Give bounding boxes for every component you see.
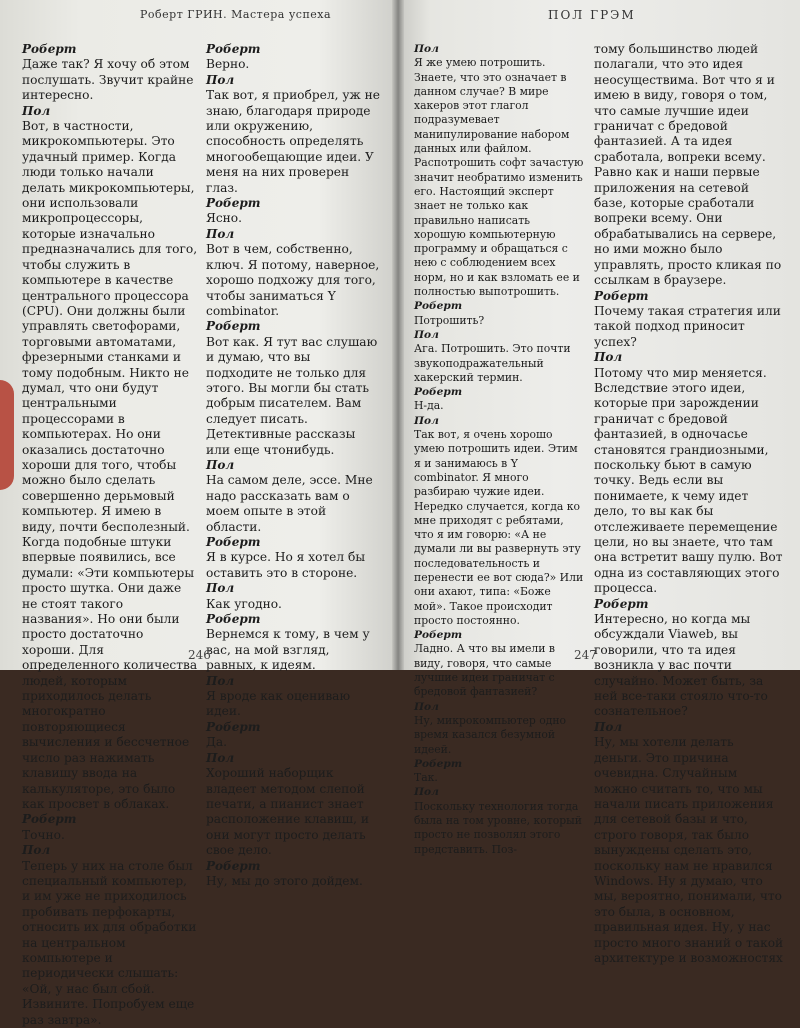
- dialogue-text: Ладно. А что вы имели в виду, говоря, что самые лучшие идеи граничат с бредовой фантазией?: [414, 642, 555, 699]
- dialogue-text: Да.: [206, 735, 228, 750]
- dialogue-text: тому большинство людей полагали, что это идея неосуществима. Вот что я и имею в виду, говоря о том, что самые лучшие идеи граничат с бредовой фантазией. А та идея сработала, вопреки всему. Равно как и наши первые приложения на сетевой базе, которые сработали вопреки всему. Они обрабатывались на сервере, но ими можно было управлять, просто кликая по ссылкам в браузере.: [594, 42, 782, 288]
- speaker-label: Пол: [414, 328, 439, 341]
- speaker-label: Роберт: [414, 300, 463, 313]
- speaker-label: Роберт: [206, 719, 261, 734]
- speaker-label: Пол: [22, 103, 51, 118]
- dialogue-text: Так вот, я приобрел, уж не знаю, благодаря природе или окружению, способность определять многообещающие идеи. У меня на них проверен глаз.: [206, 88, 380, 195]
- dialogue-text: Ага. Потрошить. Это почти звукоподражательный хакерский термин.: [414, 342, 571, 384]
- speaker-label: Роберт: [206, 42, 261, 56]
- dialogue-text: Вот в чем, собственно, ключ. Я потому, наверное, хорошо подхожу для того, чтобы заниматься Y combinator.: [206, 242, 380, 318]
- speaker-label: Пол: [206, 673, 235, 688]
- speaker-label: Роберт: [206, 858, 261, 873]
- dialogue-text: Так вот, я очень хорошо умею потрошить идеи. Этим я и занимаюсь в Y combinator. Я много разбираю чужие идеи. Нередко случается, когда ко мне приходят с ребятами, что я им говорю: «А не думали ли вы развернуть эту последовательность и перенести ее вот сюда?» Или они ахают, типа: «Боже мой». Такое происходит просто постоянно.: [414, 428, 584, 627]
- right-running-head: ПОЛ ГРЭМ: [548, 8, 636, 22]
- dialogue-text: Поскольку технология тогда была на том уровне, который просто не позволял этого представить. Поз-: [414, 799, 582, 856]
- dialogue-text: Верно.: [206, 57, 250, 72]
- speaker-label: Пол: [414, 43, 439, 55]
- speaker-label: Пол: [594, 350, 623, 365]
- dialogue-text: Потрошить?: [414, 313, 485, 327]
- speaker-label: Пол: [206, 457, 235, 472]
- speaker-label: Роберт: [414, 757, 463, 770]
- dialogue-text: Даже так? Я хочу об этом послушать. Звучит крайне интересно.: [22, 57, 194, 103]
- left-column-1: [22, 42, 198, 1028]
- speaker-label: Роберт: [594, 596, 649, 611]
- speaker-label: Роберт: [414, 386, 463, 399]
- dialogue-text: Вот как. Я тут вас слушаю и думаю, что вы подходите не только для этого. Вы могли бы стать добрым писателем. Вам следует писать. Детективные рассказы или еще чтонибудь.: [206, 334, 378, 457]
- left-page: [0, 0, 398, 1027]
- dialogue-text: Вернемся к тому, в чем у вас, на мой взгляд, равных, к идеям.: [206, 627, 370, 673]
- dialogue-text: На самом деле, эссе. Мне надо рассказать вам о моем опыте в этой области.: [206, 473, 373, 534]
- dialogue-text: Я в курсе. Но я хотел бы оставить это в стороне.: [206, 550, 366, 580]
- dialogue-text: Теперь у них на столе был специальный компьютер, и им уже не приходилось пробивать перфокарты, относить их для обработки на центральном компьютере и периодически слышать: «Ой, у нас был сбой. Извините. Попробуем еще раз завтра».: [22, 858, 197, 1027]
- book-gutter: [392, 0, 404, 670]
- dialogue-text: Как угодно.: [206, 596, 282, 611]
- speaker-label: Роберт: [594, 288, 649, 303]
- speaker-label: Роберт: [22, 812, 77, 827]
- speaker-label: Пол: [22, 843, 51, 858]
- left-column-2: [206, 42, 380, 889]
- speaker-label: Пол: [206, 750, 235, 765]
- left-page-number: 246: [188, 648, 211, 662]
- dialogue-text: Хороший наборщик владеет методом слепой печати, а пианист знает расположение клавиш, и они могут просто делать свое дело.: [206, 766, 370, 858]
- book-edge-decoration: [0, 380, 14, 490]
- dialogue-text: Ну, мы хотели делать деньги. Это причина очевидна. Случайным можно считать то, что мы начали писать приложения для сетевой базы и что, строго говоря, так было вынуждены сделать это, поскольку нам не нравился Windows. Ну я думаю, что мы, вероятно, понимали, что это была, в основном, правильная идея. Ну, у нас просто много знаний о такой архитектуре и возможностях: [594, 735, 784, 965]
- dialogue-text: Ясно.: [206, 211, 243, 226]
- speaker-label: Роберт: [206, 196, 261, 211]
- dialogue-text: Так.: [414, 771, 438, 785]
- speaker-label: Роберт: [414, 629, 463, 642]
- speaker-label: Пол: [414, 786, 439, 799]
- dialogue-text: Точно.: [22, 827, 65, 842]
- dialogue-text: Ну, микрокомпьютер одно время казался безумной идеей.: [414, 713, 567, 756]
- dialogue-text: Почему такая стратегия или такой подход приносит успех?: [594, 303, 781, 349]
- dialogue-text: Ну, мы до этого дойдем.: [206, 873, 363, 888]
- right-page-number: 247: [574, 648, 597, 662]
- dialogue-text: Потому что мир меняется. Вследствие этого идеи, которые при зарождении граничат с бредовой фантазией, в одночасье становятся грандиозными, поскольку бьют в самую точку. Ведь если вы понимаете, к чему идет дело, то вы как бы отслеживаете перемещение цели, но вы знаете, что там она встретит вашу пулю. Вот одна из составляющих этого процесса.: [594, 365, 783, 596]
- right-page: [398, 0, 800, 965]
- dialogue-text: Я вроде как оцениваю идеи.: [206, 689, 351, 719]
- speaker-label: Пол: [414, 414, 439, 427]
- right-column-2: [594, 42, 784, 966]
- right-column-1: [414, 42, 584, 857]
- dialogue-text: Я же умею потрошить. Знаете, что это означает в данном случае? В мире хакеров этот глагол подразумевает манипулирование набором данных или файлом. Распотрошить софт зачастую значит необратимо изменить его. Настоящий эксперт знает не только как правильно написать хорошую компьютерную программу и обращаться с нею с соблюдением всех норм, но и как взломать ее и полностью выпотрошить.: [414, 56, 584, 299]
- dialogue-text: Вот, в частности, микрокомпьютеры. Это удачный пример. Когда люди только начали делать микрокомпьютеры, они использовали микропроцессоры, которые изначально предназначались для того, чтобы служить в компьютере в качестве центрального процессора (CPU). Они должны были управлять светофорами, торговыми автоматами, фрезерными станками и тому подобным. Никто не думал, что они будут центральными процессорами в компьютерах. Но они оказались достаточно хороши для того, чтобы можно было сделать совершенно дерьмовый компьютер. Я имею в виду, почти бесполезный. Когда подобные штуки впервые появились, все думали: «Эти компьютеры просто шутка. Они даже не стоят такого названия». Но они были просто достаточно хороши. Для определенного количества людей, которым приходилось делать многократно повторяющиеся вычисления и бессчетное число раз нажимать клавишу ввода на калькуляторе, это было как просвет в облаках.: [22, 119, 198, 811]
- dialogue-text: Н-да.: [414, 399, 444, 413]
- speaker-label: Роберт: [206, 535, 261, 549]
- speaker-label: Роберт: [22, 42, 77, 56]
- speaker-label: Пол: [206, 72, 235, 87]
- speaker-label: Роберт: [206, 612, 261, 627]
- dialogue-text: Интересно, но когда мы обсуждали Viaweb, вы говорили, что та идея возникла у вас почти случайно. Может быть, за ней все-таки стояло что-то сознательное?: [594, 612, 768, 719]
- speaker-label: Пол: [414, 700, 439, 713]
- speaker-label: Роберт: [206, 319, 261, 334]
- speaker-label: Пол: [594, 719, 623, 734]
- left-running-head: Роберт ГРИН. Мастера успеха: [140, 8, 332, 21]
- speaker-label: Пол: [206, 581, 235, 596]
- speaker-label: Пол: [206, 226, 235, 241]
